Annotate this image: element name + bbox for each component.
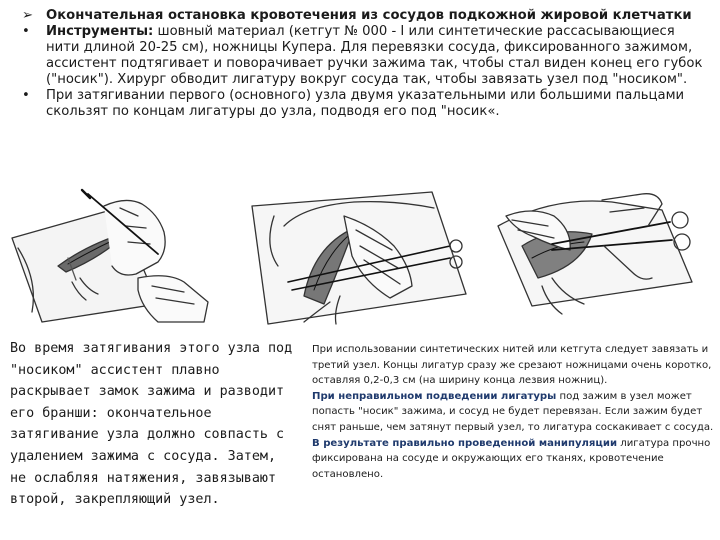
hands-tying-ligature-illustration	[8, 186, 220, 326]
scissors-cutting-ligature-illustration	[492, 186, 714, 326]
heading-text: Окончательная остановка кровотечения из сосудов подкожной жировой клетчатки	[46, 8, 692, 23]
arrow-bullet-icon: ➢	[22, 8, 34, 23]
wound-with-clamp-illustration	[244, 186, 472, 326]
first-knot-text: При затягивании первого (основного) узла двумя указательными или большими пальцами скользят по концам лигатуры до узла, подводя его под "носик«.	[46, 88, 685, 119]
bullet-dot-icon: •	[22, 24, 30, 39]
paragraph-result	[312, 436, 716, 483]
incorrect-text: под зажим в узел может попасть "носик" зажима, и сосуд не будет перевязан. Если зажим будет снят раньше, чем затянут первый узел, то лигатура соскакивает с сосуда.	[312, 390, 714, 433]
bullet-dot-icon: •	[22, 88, 30, 103]
instruments-label: Инструменты:	[46, 24, 154, 39]
bullet-first-knot	[22, 88, 712, 120]
instruments-text: шовный материал (кетгут № 000 - I или синтетические рассасывающиеся нити длиной 20-25 см), ножницы Купера. Для перевязки сосуда, фиксированного зажимом, ассистент подтягивает и поворачивает ручки зажима так, чтобы стал виден конец его губок ("носик"). Хирург обводит лигатуру вокруг сосуда так, чтобы завязать узел под "носиком".	[46, 24, 703, 87]
bullet-instruments	[22, 24, 712, 88]
slide-heading	[22, 8, 712, 24]
right-column	[312, 342, 716, 482]
left-column-text: Во время затягивания этого узла под "носиком" ассистент плавно раскрывает замок зажима и разводит его бранши: окончательное затягивание узла должно совпасть с удалением зажима с сосуда. Затем, не ослабляя натяжения, завязывают второй, закрепляющий узел.	[10, 341, 293, 508]
emphasis-result: В результате правильно проведенной манипуляции	[312, 437, 618, 449]
emphasis-incorrect: При неправильном подведении лигатуры	[312, 390, 557, 402]
intro-block	[22, 8, 712, 120]
paragraph-third-knot: При использовании синтетических нитей или кетгута следует завязать и третий узел. Концы лигатур сразу же срезают ножницами очень коротко, оставляя 0,2-0,3 см (на ширину конца лезвия ножниц).	[312, 344, 712, 387]
paragraph-incorrect-ligature	[312, 389, 716, 436]
result-text: лигатура прочно фиксирована на сосуде и окружающих его тканях, кровотечение остановлено.	[312, 437, 711, 480]
